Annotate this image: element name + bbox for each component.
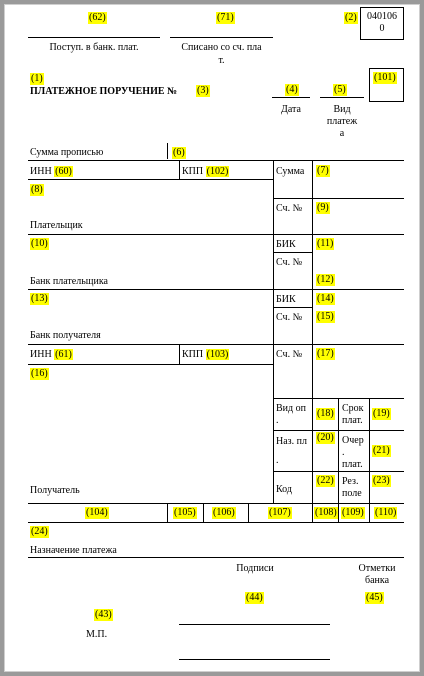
signature-line-1 <box>179 624 330 625</box>
code-label: Код <box>276 484 292 495</box>
form-code-line2: 0 <box>379 23 385 34</box>
code-23: (23) <box>373 475 390 486</box>
reserve-line2: поле <box>342 488 362 499</box>
payee-inn: ИНН (61) <box>30 349 72 360</box>
grid-col-line <box>312 160 313 522</box>
payee-bik-label: БИК <box>276 294 296 305</box>
payee-bank-account-label: Сч. № <box>276 312 303 323</box>
code-16: (16) <box>31 368 48 379</box>
code-108: (108) <box>315 507 337 518</box>
due-line2: плат. <box>342 415 363 426</box>
bank-marks-line1: Отметки <box>358 563 396 574</box>
op-type-line1: Вид оп <box>276 403 306 414</box>
bank-marks-line2: банка <box>364 575 390 586</box>
code-60: (60) <box>55 166 72 177</box>
op-type-line2: . <box>276 415 279 426</box>
debited-label-line1: Списано со сч. пла <box>181 42 262 53</box>
code-45: (45) <box>366 592 383 603</box>
code-109: (109) <box>342 507 364 518</box>
code-24: (24) <box>31 526 48 537</box>
payer-account-label: Сч. № <box>276 203 303 214</box>
code-11: (11) <box>317 238 334 249</box>
grid-line <box>273 198 404 199</box>
payment-type-line3: а <box>339 128 345 139</box>
code-20: (20) <box>317 432 334 443</box>
code-12: (12) <box>317 274 334 285</box>
grid-col-line <box>369 398 370 503</box>
form-code-line1: 040106 <box>367 11 397 22</box>
code-101: (101) <box>374 72 396 83</box>
code-19: (19) <box>373 408 390 419</box>
code-107: (107) <box>269 507 291 518</box>
code-61: (61) <box>55 349 72 360</box>
debited-date-line <box>170 37 273 38</box>
code-2: (2) <box>345 12 357 23</box>
date-line <box>272 97 310 98</box>
grid-col-line <box>203 503 204 522</box>
code-17: (17) <box>317 348 334 359</box>
purpose-type-line1: Наз. пл <box>276 436 307 447</box>
grid-col-line <box>248 503 249 522</box>
code-6: (6) <box>173 147 185 158</box>
received-label: Поступ. в банк. плат. <box>49 42 139 53</box>
code-62: (62) <box>89 12 106 23</box>
payee-label: Получатель <box>30 485 80 496</box>
code-43: (43) <box>95 609 112 620</box>
amount-words-label: Сумма прописью <box>30 147 104 158</box>
stamp-label: М.П. <box>86 629 108 640</box>
grid-line <box>273 252 312 253</box>
code-5: (5) <box>334 84 346 95</box>
payer-bik-label: БИК <box>276 239 296 250</box>
grid-col-line <box>338 398 339 503</box>
payer-bank-label: Банк плательщика <box>30 276 108 287</box>
order-line2: . <box>342 447 345 458</box>
code-3: (3) <box>197 85 209 96</box>
code-102: (102) <box>206 166 229 177</box>
grid-line <box>28 289 404 290</box>
grid-line <box>28 179 273 180</box>
order-line3: плат. <box>342 459 363 470</box>
code-8: (8) <box>31 184 43 195</box>
payment-type-line2: платеж <box>326 116 358 127</box>
payee-kpp: КПП (103) <box>182 349 229 360</box>
sum-label: Сумма <box>276 166 305 177</box>
purpose-type-line2: . <box>276 455 279 466</box>
payer-kpp: КПП (102) <box>182 166 229 177</box>
code-15: (15) <box>317 311 334 322</box>
grid-line <box>28 522 404 523</box>
code-4: (4) <box>286 84 298 95</box>
payee-account-label: Сч. № <box>276 349 303 360</box>
code-22: (22) <box>317 475 334 486</box>
code-110: (110) <box>375 507 397 518</box>
reserve-line1: Рез. <box>342 476 359 487</box>
code-10: (10) <box>31 238 48 249</box>
code-14: (14) <box>317 293 334 304</box>
amount-words-divider <box>167 143 168 159</box>
grid-col-line <box>338 503 339 522</box>
grid-col-line <box>179 344 180 364</box>
received-date-line <box>28 37 160 38</box>
code-1: (1) <box>31 73 43 84</box>
debited-label-line2: т. <box>218 55 225 66</box>
grid-line <box>28 344 404 345</box>
grid-line <box>28 234 404 235</box>
code-105: (105) <box>174 507 196 518</box>
code-103: (103) <box>206 349 229 360</box>
code-9: (9) <box>317 202 329 213</box>
date-label: Дата <box>281 104 301 115</box>
payer-bank-account-label: Сч. № <box>276 257 303 268</box>
grid-line <box>28 503 404 504</box>
payee-bank-label: Банк получателя <box>30 330 101 341</box>
purpose-line <box>28 557 404 558</box>
code-106: (106) <box>213 507 235 518</box>
code-7: (7) <box>317 165 329 176</box>
purpose-label: Назначение платежа <box>30 545 117 556</box>
grid-line <box>28 160 404 161</box>
code-13: (13) <box>31 293 48 304</box>
code-21: (21) <box>373 445 390 456</box>
code-44: (44) <box>246 592 263 603</box>
grid-line <box>28 364 273 365</box>
due-line1: Срок <box>342 403 364 414</box>
payer-label: Плательщик <box>30 220 83 231</box>
payment-type-line1: Вид <box>333 104 351 115</box>
code-71: (71) <box>217 12 234 23</box>
grid-col-line <box>273 160 274 503</box>
payment-type-line <box>320 97 364 98</box>
order-line1: Очер <box>342 435 364 446</box>
code-104: (104) <box>86 507 108 518</box>
form-title: ПЛАТЕЖНОЕ ПОРУЧЕНИЕ № <box>30 86 178 97</box>
payer-inn: ИНН (60) <box>30 166 72 177</box>
signature-line-2 <box>179 659 330 660</box>
grid-line <box>273 307 312 308</box>
grid-col-line <box>179 160 180 179</box>
grid-col-line <box>369 503 370 522</box>
code-18: (18) <box>317 408 334 419</box>
grid-col-line <box>167 503 168 522</box>
signatures-label: Подписи <box>236 563 274 574</box>
